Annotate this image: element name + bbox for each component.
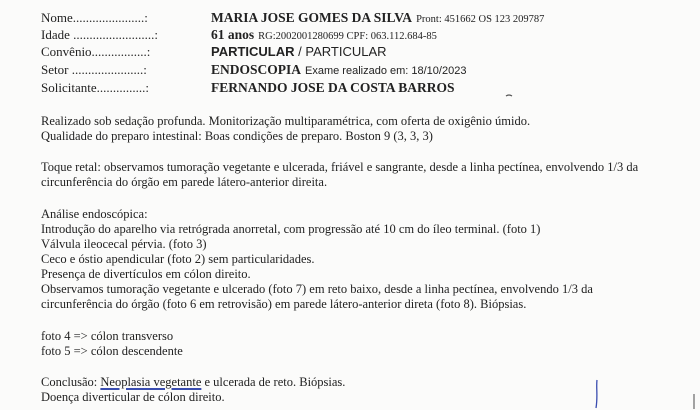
conclusao-prefix: Conclusão: — [41, 375, 101, 389]
patient-age: 61 anos — [211, 27, 255, 42]
value-nome-wrap — [211, 10, 544, 28]
label-solicitante: Solicitante...............: — [41, 80, 149, 95]
text-foto4: foto 4 => cólon transverso — [41, 329, 174, 343]
convenio-value: PARTICULAR — [211, 44, 295, 59]
pen-edge-mark — [690, 393, 698, 410]
text-analise-title: Análise endoscópica: — [41, 207, 148, 221]
value-idade-wrap — [211, 27, 437, 45]
text-analise-5: Observamos tumoração vegetante e ulcerado (foto 7) em reto baixo, desde a linha pectínea, envolvendo 1/3 da — [41, 282, 593, 296]
label-convenio: Convênio.................: — [41, 44, 151, 59]
text-conclusao — [41, 375, 345, 390]
text-analise-1: Introdução do aparelho via retrógrada anorretal, com progressão até 10 cm do íleo terminal. (foto 1) — [41, 222, 541, 236]
text-analise-4: Presença de divertículos em cólon direito. — [41, 267, 251, 281]
text-toque-2: circunferência do órgão em parede látero-anterior direita. — [41, 175, 328, 189]
text-analise-6: circunferência do órgão (foto 6 em retrovisão) em parede látero-anterior direta (foto 8). Biópsias. — [41, 297, 527, 311]
label-nome: Nome......................: — [41, 10, 148, 25]
text-doenca: Doença diverticular de cólon direito. — [41, 390, 225, 404]
text-sedacao: Realizado sob sedação profunda. Monitorização multiparamétrica, com oferta de oxigênio úmido. — [41, 114, 531, 128]
text-toque-1: Toque retal: observamos tumoração vegetante e ulcerada, friável e sangrante, desde a linha pectínea, envolvendo 1/3 da — [41, 160, 639, 174]
conclusao-rest: e ulcerada de reto. Biópsias. — [201, 375, 346, 389]
pen-stroke-mark — [591, 378, 603, 410]
document-ids: RG:2002001280699 CPF: 063.112.684-85 — [258, 31, 437, 42]
exam-date: Exame realizado em: 18/10/2023 — [305, 65, 467, 77]
label-setor: Setor ......................: — [41, 62, 147, 77]
requesting-physician: FERNANDO JOSE DA COSTA BARROS — [211, 80, 455, 95]
value-solicitante-wrap — [211, 80, 455, 96]
text-analise-2: Válvula ileocecal pérvia. (foto 3) — [41, 237, 207, 251]
setor-value: ENDOSCOPIA — [211, 62, 302, 77]
label-idade: Idade .........................: — [41, 27, 158, 42]
convenio-rest: / PARTICULAR — [294, 44, 387, 59]
value-setor-wrap — [211, 62, 466, 79]
value-convenio-wrap — [211, 44, 387, 60]
text-preparo: Qualidade do preparo intestinal: Boas condições de preparo. Boston 9 (3, 3, 3) — [41, 129, 433, 143]
patient-name: MARIA JOSE GOMES DA SILVA — [211, 10, 413, 25]
text-analise-3: Ceco e óstio apendicular (foto 2) sem particularidades. — [41, 252, 315, 266]
text-foto5: foto 5 => cólon descendente — [41, 344, 183, 358]
conclusao-underlined: Neoplasia vegetante — [100, 375, 202, 389]
prontuario-info: Pront: 451662 OS 123 209787 — [416, 14, 545, 25]
pen-dot-mark — [505, 93, 513, 99]
